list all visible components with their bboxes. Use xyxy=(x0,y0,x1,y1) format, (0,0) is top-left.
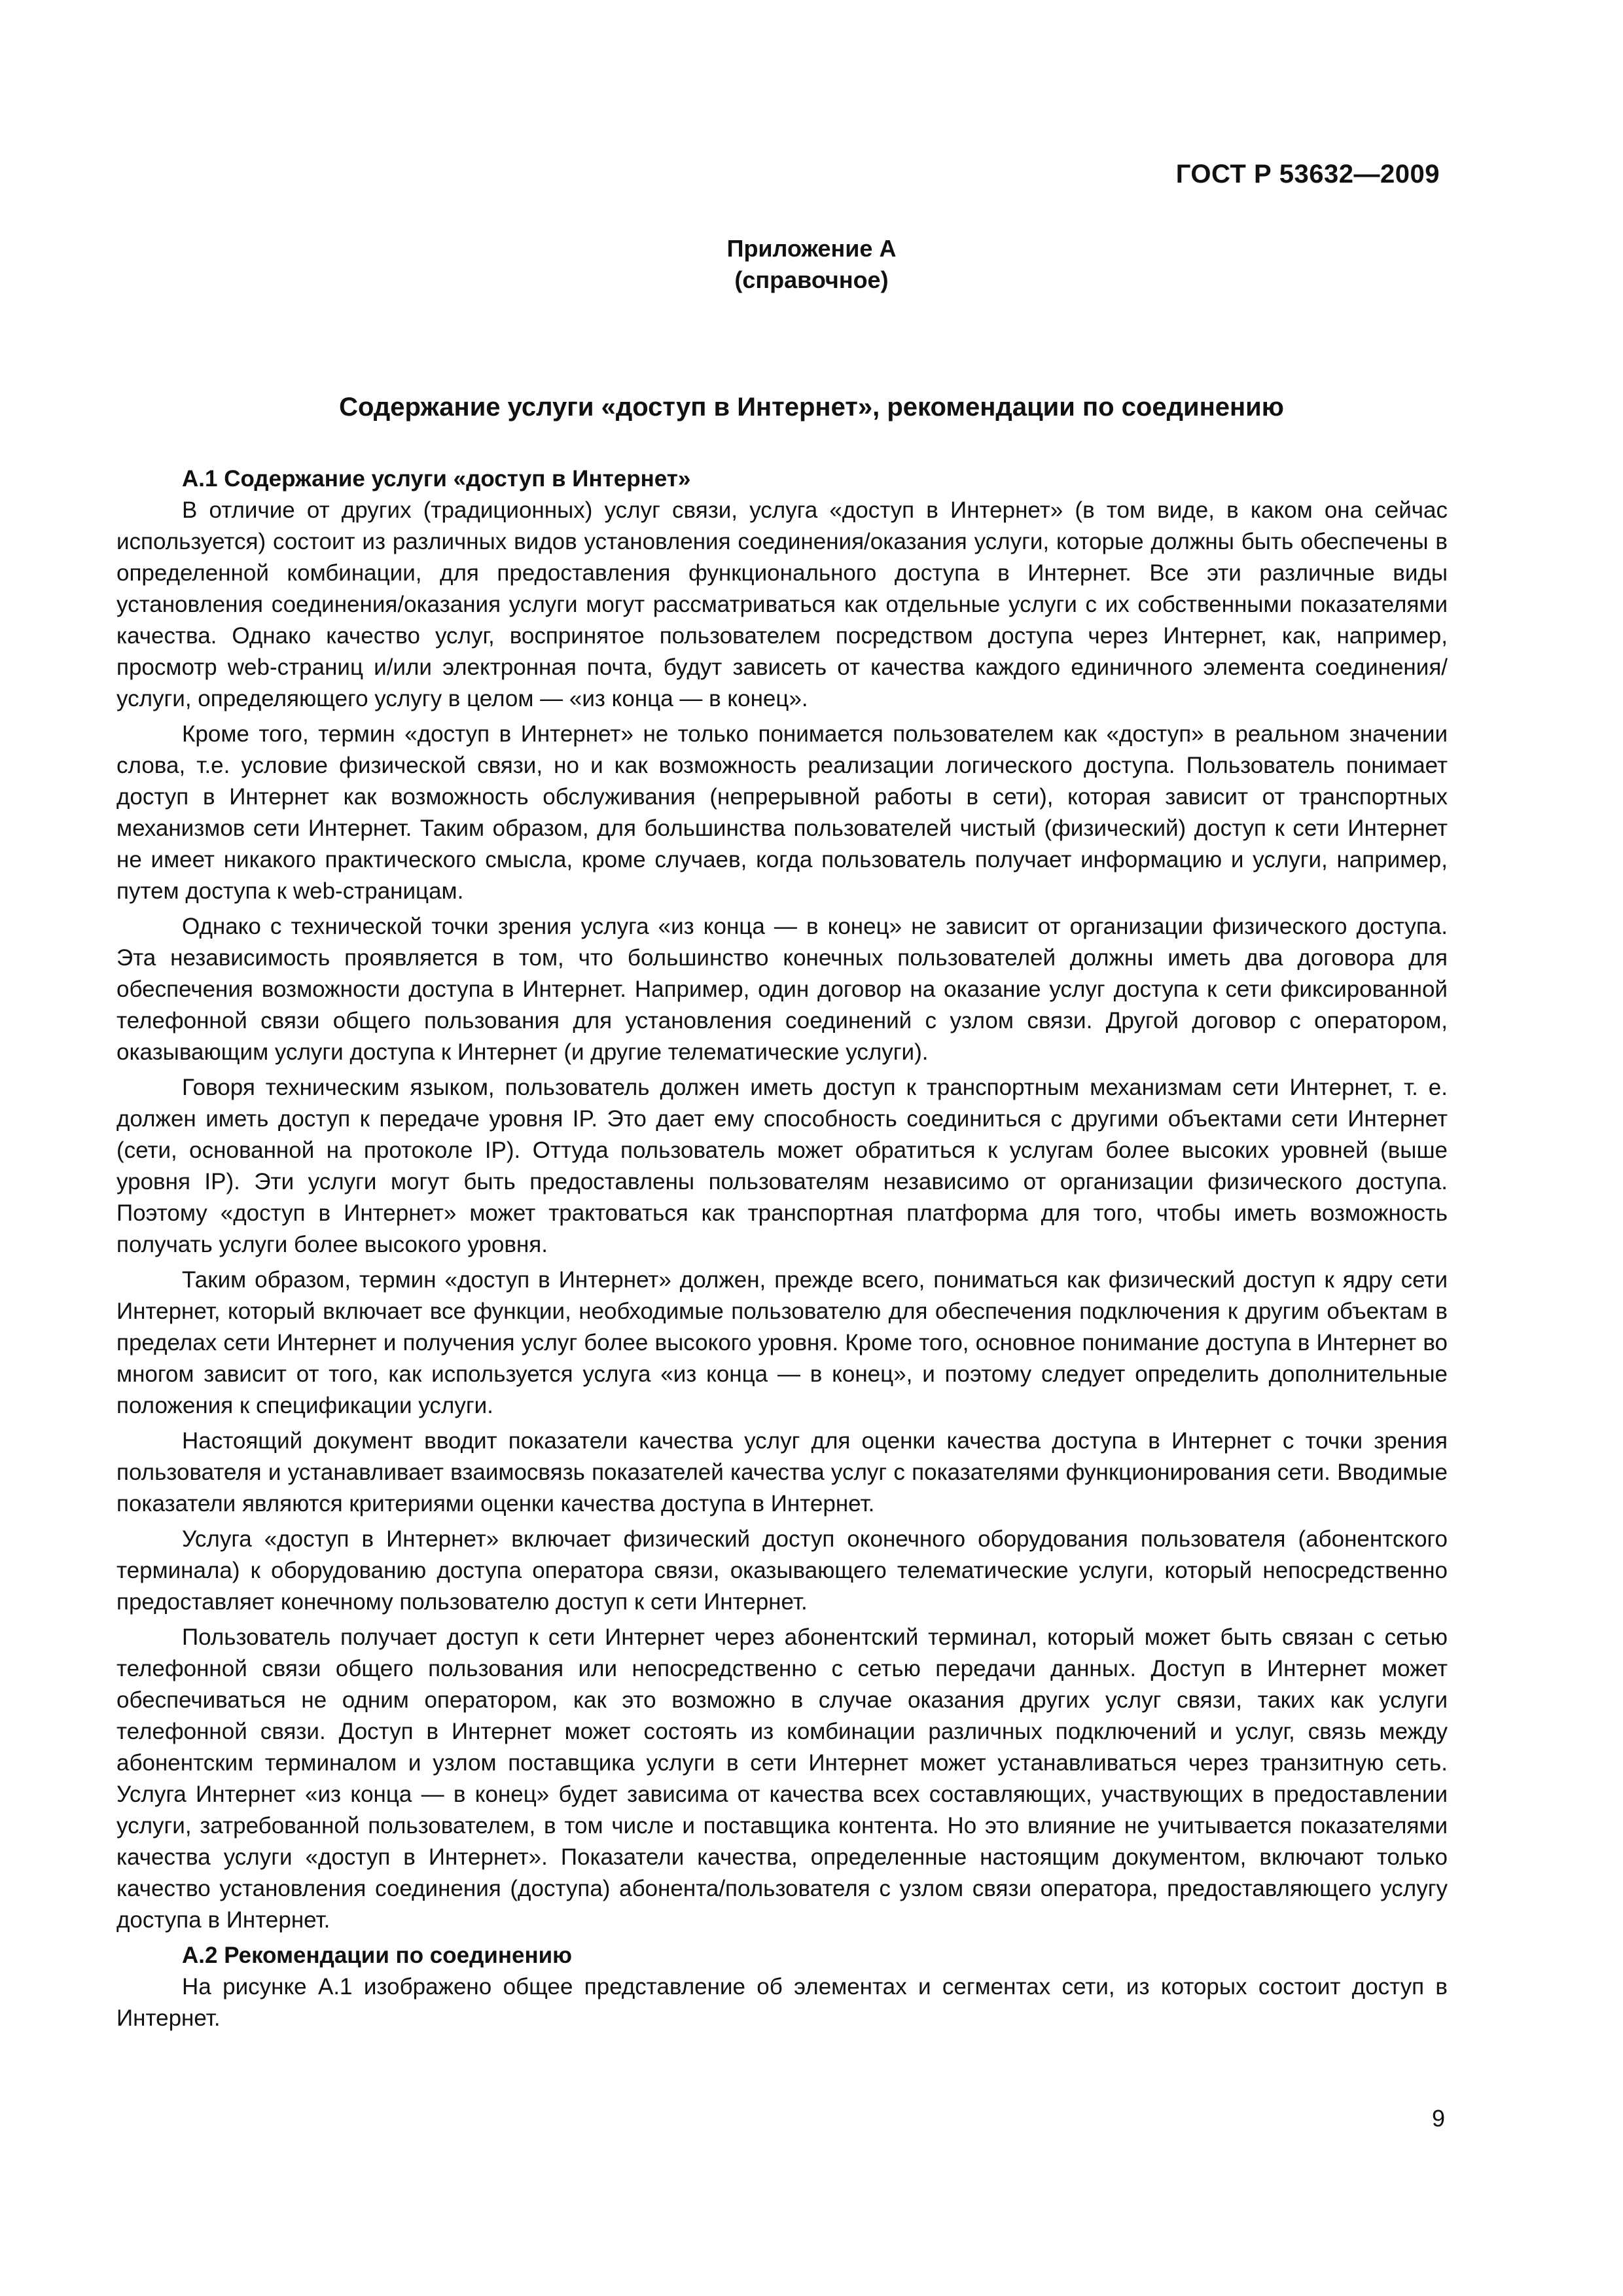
paragraph: Кроме того, термин «доступ в Интернет» не только понимается пользователем как «доступ» в реальном значении слова, т.е. условие физической связи, но и как возможность реализации логического доступа. Пользователь понимает доступ в Интернет как возможность обслуживания (непрерывной работы в сети), которая зависит от транспортных механизмов сети Интернет. Таким образом, для большинства пользователей чистый (физический) доступ к сети Интернет не имеет никакого практического смысла, кроме случаев, когда пользователь получает информацию и услуги, например, путем доступа к web-страницам. xyxy=(116,721,1448,904)
page-number: 9 xyxy=(1431,2105,1445,2132)
section-heading-a1: А.1 Содержание услуги «доступ в Интернет» xyxy=(182,466,691,492)
paragraph: Однако с технической точки зрения услуга «из конца — в конец» не зависит от организации физического доступа. Эта независимость проявляется в том, что большинство конечных пользователей должны иметь два договора для обеспечения возможности доступа в Интернет. Например, один договор на оказание услуг доступа к сети фиксированной телефонной связи общего пользования для установления соединений с узлом связи. Другой договор с оператором, оказывающим услуги доступа к Интернет (и другие телематические услуги). xyxy=(116,914,1448,1065)
appendix-heading xyxy=(0,233,1623,296)
appendix-label: Приложение А xyxy=(726,235,897,262)
document-code: ГОСТ Р 53632—2009 xyxy=(1175,160,1440,188)
body-text xyxy=(116,463,1448,2038)
appendix-title: Содержание услуги «доступ в Интернет», рекомендации по соединению xyxy=(339,393,1284,422)
section-heading-a2: А.2 Рекомендации по соединению xyxy=(182,1943,572,1968)
paragraph: На рисунке А.1 изображено общее представление об элементах и сегментах сети, из которых состоит доступ в Интернет. xyxy=(116,1974,1448,2031)
paragraph: Настоящий документ вводит показатели качества услуг для оценки качества доступа в Интернет с точки зрения пользователя и устанавливает взаимосвязь показателей качества услуг с показателями функционирования сети. Вводимые показатели являются критериями оценки качества доступа в Интернет. xyxy=(116,1428,1448,1516)
paragraph: В отличие от других (традиционных) услуг связи, услуга «доступ в Интернет» (в том виде, в каком она сейчас используется) состоит из различных видов установления соединения/оказания услуги, которые должны быть обеспечены в определенной комбинации, для предоставления функционального доступа в Интернет. Все эти различные виды установления соединения/оказания услуги могут рассматриваться как отдельные услуги с их собственными показателями качества. Однако качество услуг, воспринятое пользователем посредством доступа через Интернет, как, например, просмотр web-страниц и/или электронная почта, будут зависеть от качества каждого единичного элемента соединения/услуги, определяющего услугу в целом — «из конца — в конец». xyxy=(116,497,1448,711)
paragraph: Пользователь получает доступ к сети Интернет через абонентский терминал, который может быть связан с сетью телефонной связи общего пользования или непосредственно с сетью передачи данных. Доступ в Интернет может обеспечиваться не одним оператором, как это возможно в случае оказания других услуг связи, таких как услуги телефонной связи. Доступ в Интернет может состоять из комбинации различных подключений и услуг, связь между абонентским терминалом и узлом поставщика услуги в сети Интернет может устанавливаться через транзитную сеть. Услуга Интернет «из конца — в конец» будет зависима от качества всех составляющих, участвующих в предоставлении услуги, затребованной пользователем, в том числе и поставщика контента. Но это влияние не учитывается показателями качества услуги «доступ в Интернет». Показатели качества, определенные настоящим документом, включают только качество установления соединения (доступа) абонента/пользователя с узлом связи оператора, предоставляющего услугу доступа в Интернет. xyxy=(116,1624,1448,1933)
paragraph: Услуга «доступ в Интернет» включает физический доступ оконечного оборудования пользователя (абонентского терминала) к оборудованию доступа оператора связи, оказывающего телематические услуги, который непосредственно предоставляет конечному пользователю доступ к сети Интернет. xyxy=(116,1526,1448,1615)
paragraph: Таким образом, термин «доступ в Интернет» должен, прежде всего, пониматься как физический доступ к ядру сети Интернет, который включает все функции, необходимые пользователю для обеспечения подключения к другим объектам в пределах сети Интернет и получения услуг более высокого уровня. Кроме того, основное понимание доступа в Интернет во многом зависит от того, как используется услуга «из конца — в конец», и поэтому следует определить дополнительные положения к спецификации услуги. xyxy=(116,1267,1448,1418)
appendix-type: (справочное) xyxy=(734,266,889,293)
paragraph: Говоря техническим языком, пользователь должен иметь доступ к транспортным механизмам сети Интернет, т. е. должен иметь доступ к передаче уровня IP. Это дает ему способность соединиться с другими объектами сети Интернет (сети, основанной на протоколе IP). Оттуда пользователь может обратиться к услугам более высоких уровней (выше уровня IP). Эти услуги могут быть предоставлены пользователям независимо от организации физического доступа. Поэтому «доступ в Интернет» может трактоваться как транспортная платформа для того, чтобы иметь возможность получать услуги более высокого уровня. xyxy=(116,1075,1448,1257)
